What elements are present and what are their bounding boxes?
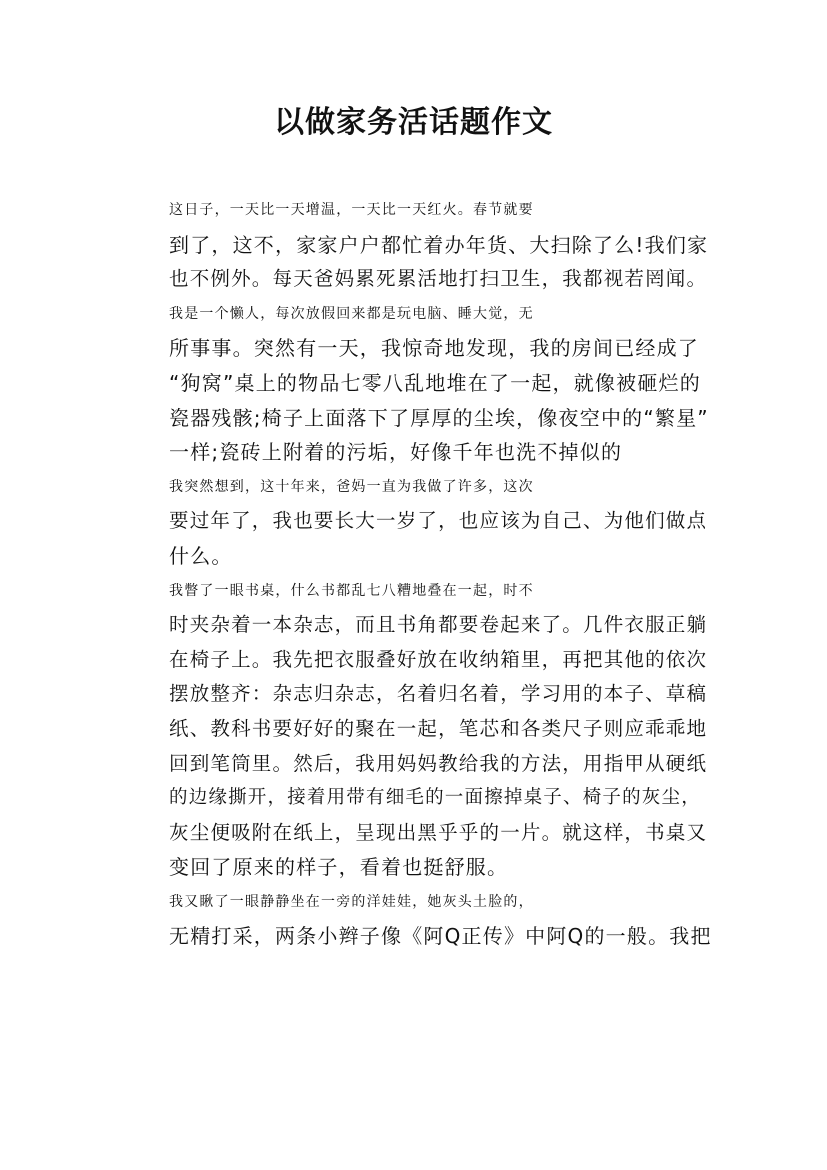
text-line: 所事事。突然有一天，我惊奇地发现，我的房间已经成了	[169, 336, 699, 361]
text-line: 时夹杂着一本杂志，而且书角都要卷起来了。几件衣服正躺	[169, 613, 708, 637]
text-line: 我又瞅了一眼静静坐在一旁的洋娃娃，她灰头土脸的，	[169, 893, 534, 910]
text-line: 无精打采，两条小辫子像《阿Q正传》中阿Q的一般。我把	[169, 924, 712, 949]
paragraph	[128, 574, 712, 885]
text-line: 回到笔筒里。然后，我用妈妈教给我的方法，用指甲从硬纸	[169, 751, 708, 775]
text-line: 变回了原来的样子，看着也挺舒服。	[169, 855, 509, 880]
paragraph	[128, 470, 712, 574]
text-line: 我瞥了一眼书桌，什么书都乱七八糟地叠在一起，时不	[169, 582, 534, 599]
text-line: 摆放整齐：杂志归杂志，名着归名着，学习用的本子、草稿	[169, 682, 708, 706]
text-line: 也不例外。每天爸妈累死累活地打扫卫生，我都视若罔闻。	[169, 267, 708, 291]
text-line: 灰尘便吸附在纸上，呈现出黑乎乎的一片。就这样，书桌又	[169, 820, 708, 844]
paragraph	[128, 297, 712, 470]
text-line: 的边缘撕开，接着用带有细毛的一面擦掉桌子、椅子的灰尘，	[169, 787, 701, 809]
text-line: 到了，这不，家家户户都忙着办年货、大扫除了么!我们家	[169, 232, 709, 257]
paragraph	[128, 193, 712, 297]
text-line: 瓷器残骸;椅子上面落下了厚厚的尘埃，像夜空中的“繁星”	[169, 405, 709, 430]
text-line: 要过年了，我也要长大一岁了，也应该为自己、为他们做点	[169, 509, 708, 533]
paragraph	[128, 885, 712, 954]
text-line: 我是一个懒人，每次放假回来都是玩电脑、睡大觉，无	[169, 305, 534, 322]
document-body	[128, 193, 712, 954]
text-line: 一样;瓷砖上附着的污垢，好像千年也洗不掉似的	[169, 440, 623, 465]
document-title: 以做家务活话题作文	[274, 105, 553, 140]
text-line: 这日子，一天比一天增温，一天比一天红火。春节就要	[169, 202, 534, 218]
text-line: 在椅子上。我先把衣服叠好放在收纳箱里，再把其他的依次	[169, 647, 708, 671]
text-line: 我突然想到，这十年来，爸妈一直为我做了许多，这次	[169, 478, 534, 495]
text-line: 纸、教科书要好好的聚在一起，笔芯和各类尺子则应乖乖地	[169, 716, 708, 740]
text-line: 什么。	[169, 543, 233, 568]
text-line: “狗窝”桌上的物品七零八乱地堆在了一起，就像被砸烂的	[169, 370, 701, 395]
